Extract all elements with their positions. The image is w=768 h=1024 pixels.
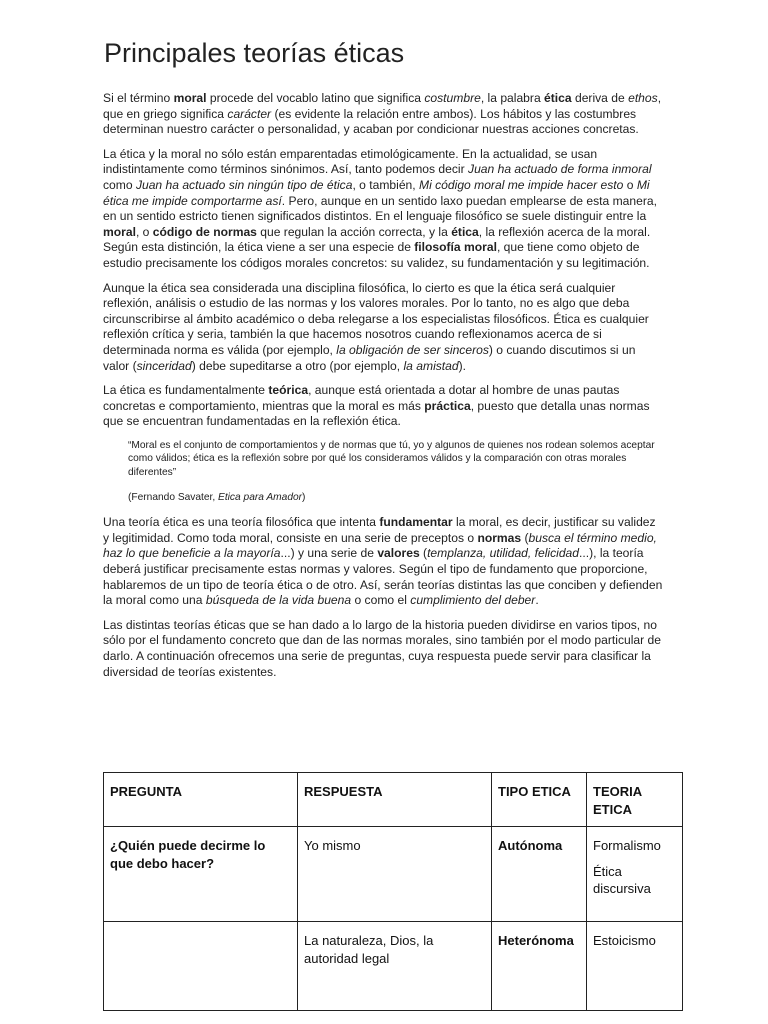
italic-term: la obligación de ser sinceros bbox=[336, 342, 489, 357]
italic-term: Mi código moral me impide hacer esto bbox=[419, 177, 624, 192]
quote-source: (Fernando Savater, Etica para Amador) bbox=[128, 491, 306, 503]
header-teoria-etica: TEORIA ETICA bbox=[587, 773, 683, 827]
italic-term: carácter bbox=[227, 106, 272, 121]
italic-term: Juan ha actuado de forma inmoral bbox=[468, 162, 652, 177]
paragraph-ethics-vs-moral: La ética y la moral no sólo están emparentadas etimológicamente. En la actualidad, se usan indistintamente como términos sinónimos. Así, tanto podemos decir Juan ha actuado de forma inmoral como Juan ha actuado sin ningún tipo de ética, o también, Mi código moral me impide hacer esto o Mi ética me impide comportarme así. Pero, aunque en un sentido laxo puedan emplearse de esta manera, en un sentido estricto tienen significados distintos. En el lenguaje filosófico se suele distinguir entre la moral, o código de normas que regulan la acción correcta, y la ética, la reflexión acerca de la moral. Según esta distinción, la ética viene a ser una especie de filosofía moral, que tiene como objeto de estudio precisamente los códigos morales concretos: su validez, su fundamentación y su legitimación. bbox=[103, 146, 657, 270]
paragraph-classification: Las distintas teorías éticas que se han dado a lo largo de la historia pueden dividirse en varios tipos, no sólo por el fundamento concreto que dan de las normas morales, sino también por el modo particular de darlo. A continuación ofrecemos una serie de preguntas, cuya respuesta puede servir para clasificar la diversidad de teorías existentes. bbox=[103, 617, 661, 679]
bold-term: valores bbox=[377, 546, 420, 561]
table-header-row bbox=[104, 773, 683, 827]
cell-respuesta: Yo mismo bbox=[298, 827, 492, 922]
bold-term: ética bbox=[451, 224, 479, 239]
italic-term: sinceridad bbox=[136, 358, 192, 373]
italic-term: costumbre bbox=[424, 91, 481, 105]
italic-term: búsqueda de la vida buena bbox=[205, 593, 352, 608]
cell-respuesta: La naturaleza, Dios, la autoridad legal bbox=[298, 922, 492, 1011]
italic-term: cumplimiento del deber bbox=[410, 593, 536, 608]
ethics-classification-table bbox=[103, 772, 683, 1011]
bold-term: fundamentar bbox=[379, 515, 453, 530]
header-respuesta: RESPUESTA bbox=[298, 773, 492, 827]
bold-term: filosofía moral bbox=[414, 240, 497, 255]
italic-term: ethos bbox=[628, 91, 658, 105]
teoria-item: Formalismo bbox=[593, 838, 661, 853]
italic-term: Mi ética me impide comportarme así bbox=[103, 177, 650, 208]
italic-term: Etica para Amador bbox=[218, 491, 303, 503]
header-tipo-etica: TIPO ETICA bbox=[492, 773, 587, 827]
page-title: Principales teorías éticas bbox=[104, 38, 405, 68]
bold-term: normas bbox=[477, 530, 522, 545]
paragraph-theory-vs-practice: La ética es fundamentalmente teórica, aunque está orientada a dotar al hombre de unas pautas concretas e comportamiento, mientras que la moral es más práctica, puesto que detalla unas normas que se encuentran fundamentadas en la reflexión ética. bbox=[103, 383, 650, 429]
bold-term: moral bbox=[173, 91, 207, 105]
header-pregunta: PREGUNTA bbox=[104, 773, 298, 827]
teoria-item: Ética discursiva bbox=[593, 863, 651, 896]
teoria-item: Estoicismo bbox=[593, 933, 656, 948]
quote-text: “Moral es el conjunto de comportamientos y de normas que tú, yo y algunos de quienes nos rodean solemos aceptar como válidos; ética es la reflexión sobre por qué los consideramos válidos y la comparación con otras morales diferentes” bbox=[128, 439, 655, 479]
blockquote bbox=[128, 439, 663, 504]
cell-pregunta bbox=[104, 922, 298, 1011]
bold-term: código de normas bbox=[152, 224, 257, 239]
bold-term: ética bbox=[544, 91, 572, 105]
italic-term: Juan ha actuado sin ningún tipo de ética bbox=[135, 177, 353, 192]
bold-term: moral bbox=[103, 224, 136, 239]
table-row bbox=[104, 922, 683, 1011]
italic-term: busca el término medio, haz lo que beneficie a la mayoría bbox=[103, 530, 657, 561]
article-body bbox=[103, 91, 663, 689]
bold-term: teórica bbox=[268, 383, 309, 398]
paragraph-etymology: Si el término moral procede del vocablo latino que significa costumbre, la palabra ética deriva de ethos, que en griego significa carácter (es evidente la relación entre ambos). Los hábitos y las costumbres determinan nuestro carácter o personalidad, y acaban por condicionar nuestras acciones concretas. bbox=[103, 91, 662, 137]
italic-term: templanza, utilidad, felicidad bbox=[427, 546, 579, 561]
cell-tipo: Autónoma bbox=[492, 827, 587, 922]
cell-tipo: Heterónoma bbox=[492, 922, 587, 1011]
bold-term: práctica bbox=[424, 398, 471, 413]
italic-term: la amistad bbox=[403, 358, 459, 373]
cell-pregunta: ¿Quién puede decirme lo que debo hacer? bbox=[104, 827, 298, 922]
table-row bbox=[104, 827, 683, 922]
paragraph-ethics-as-reflection: Aunque la ética sea considerada una disciplina filosófica, lo cierto es que la ética será cualquier reflexión, análisis o estudio de las normas y los valores morales. Por lo tanto, no es algo que deba circunscribirse al ámbito académico o deba relegarse a los especialistas filosóficos. Ética es cualquier reflexión crítica y seria, también la que hacemos nosotros cuando reflexionamos acerca de si determinada norma es válida (por ejemplo, la obligación de ser sinceros) o cuando discutimos si un valor (sinceridad) debe supeditarse a otro (por ejemplo, la amistad). bbox=[103, 280, 649, 373]
paragraph-ethical-theory: Una teoría ética es una teoría filosófica que intenta fundamentar la moral, es decir, justificar su validez y legitimidad. Como toda moral, consiste en una serie de preceptos o normas (busca el término medio, haz lo que beneficie a la mayoría...) y una serie de valores (templanza, utilidad, felicidad...), la teoría deberá justificar precisamente estas normas y valores. Según el tipo de fundamento que proporcione, hablaremos de un tipo de teoría ética o de otro. Así, serán teorías distintas las que conciben y defienden la moral como una búsqueda de la vida buena o como el cumplimiento del deber. bbox=[103, 515, 663, 608]
cell-teorias bbox=[587, 827, 683, 922]
cell-teorias bbox=[587, 922, 683, 1011]
